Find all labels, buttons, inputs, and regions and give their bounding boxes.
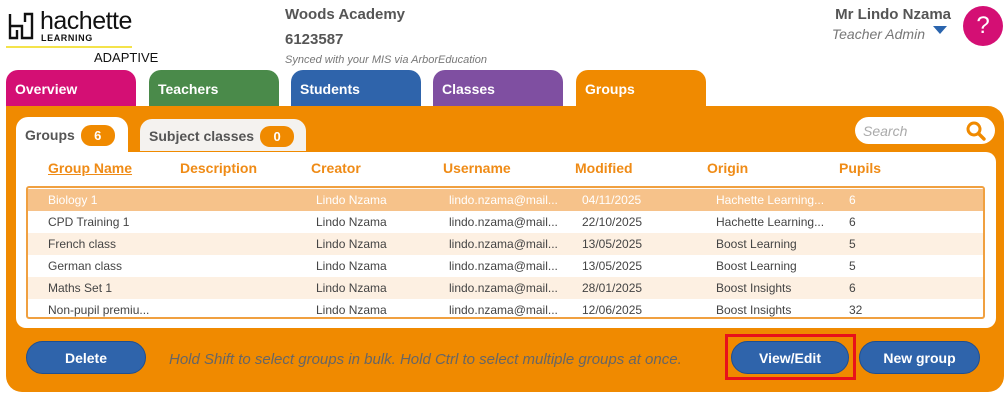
- cell-modified: 13/05/2025: [582, 237, 643, 251]
- cell-username: lindo.nzama@mail...: [449, 281, 558, 295]
- delete-button[interactable]: Delete: [26, 341, 146, 374]
- cell-creator: Lindo Nzama: [316, 193, 387, 207]
- table-row[interactable]: [28, 211, 983, 233]
- column-header-creator[interactable]: Creator: [311, 160, 361, 176]
- search-box: [855, 117, 995, 144]
- cell-origin: Boost Insights: [716, 303, 792, 317]
- cell-origin: Boost Insights: [716, 281, 792, 295]
- new-group-button[interactable]: New group: [859, 341, 980, 374]
- table-row[interactable]: [28, 189, 983, 211]
- cell-username: lindo.nzama@mail...: [449, 303, 558, 317]
- logo-divider: [6, 46, 132, 48]
- cell-pupils: 5: [849, 259, 856, 273]
- cell-username: lindo.nzama@mail...: [449, 193, 558, 207]
- cell-origin: Hachette Learning...: [716, 193, 825, 207]
- tab-groups[interactable]: Groups: [576, 70, 706, 118]
- tab-overview[interactable]: Overview: [6, 70, 136, 110]
- subtab-subject-classes[interactable]: [140, 119, 306, 151]
- tab-teachers[interactable]: Teachers: [149, 70, 279, 110]
- tab-students[interactable]: Students: [291, 70, 421, 110]
- cell-username: lindo.nzama@mail...: [449, 259, 558, 273]
- cell-pupils: 6: [849, 281, 856, 295]
- column-header-origin[interactable]: Origin: [707, 160, 749, 176]
- cell-group-name: Biology 1: [48, 193, 98, 207]
- cell-origin: Boost Learning: [716, 259, 797, 273]
- column-header-description[interactable]: Description: [180, 160, 258, 176]
- column-header-group-name[interactable]: Group Name: [48, 160, 133, 176]
- groups-count-badge: 6: [81, 125, 115, 146]
- chevron-down-icon[interactable]: [933, 26, 947, 34]
- cell-group-name: French class: [48, 237, 117, 251]
- search-icon[interactable]: [966, 121, 986, 141]
- user-menu[interactable]: [832, 6, 951, 42]
- cell-pupils: 5: [849, 237, 856, 251]
- groups-table: [26, 186, 985, 319]
- cell-pupils: 6: [849, 193, 856, 207]
- view-edit-button[interactable]: View/Edit: [731, 341, 849, 374]
- cell-creator: Lindo Nzama: [316, 259, 387, 273]
- cell-group-name: Maths Set 1: [48, 281, 113, 295]
- subtab-groups-label: Groups: [25, 127, 75, 143]
- selection-hint: Hold Shift to select groups in bulk. Hold Ctrl to select multiple groups at once.: [169, 351, 682, 368]
- cell-group-name: CPD Training 1: [48, 215, 130, 229]
- cell-creator: Lindo Nzama: [316, 215, 387, 229]
- cell-username: lindo.nzama@mail...: [449, 237, 558, 251]
- cell-username: lindo.nzama@mail...: [449, 215, 558, 229]
- cell-pupils: 32: [849, 303, 863, 317]
- help-button[interactable]: ?: [963, 6, 1003, 46]
- logo-wordmark: hachette: [40, 7, 132, 35]
- table-row[interactable]: [28, 255, 983, 277]
- school-id: 6123587: [285, 31, 344, 48]
- cell-modified: 12/06/2025: [582, 303, 643, 317]
- column-header-username[interactable]: Username: [443, 160, 511, 176]
- table-row[interactable]: [28, 277, 983, 299]
- cell-creator: Lindo Nzama: [316, 303, 387, 317]
- cell-modified: 28/01/2025: [582, 281, 643, 295]
- school-info: [285, 6, 487, 66]
- subtab-groups[interactable]: [16, 117, 128, 153]
- cell-origin: Hachette Learning...: [716, 215, 825, 229]
- hachette-logo: [6, 6, 159, 66]
- sync-note: Synced with your MIS via ArborEducation: [285, 54, 487, 66]
- user-role: Teacher Admin: [831, 26, 925, 42]
- table-row[interactable]: [28, 233, 983, 255]
- logo-subtitle: LEARNING: [41, 33, 93, 43]
- cell-modified: 04/11/2025: [582, 193, 642, 207]
- cell-pupils: 6: [849, 215, 856, 229]
- cell-group-name: Non-pupil premiu...: [48, 303, 150, 317]
- subtab-subject-classes-label: Subject classes: [149, 128, 255, 144]
- cell-group-name: German class: [48, 259, 123, 273]
- column-header-pupils[interactable]: Pupils: [839, 160, 882, 176]
- search-input[interactable]: [863, 121, 963, 140]
- table-row[interactable]: [28, 299, 983, 319]
- school-name: Woods Academy: [285, 6, 406, 23]
- cell-modified: 22/10/2025: [582, 215, 643, 229]
- subject-classes-count-badge: 0: [260, 126, 294, 147]
- column-header-modified[interactable]: Modified: [575, 160, 633, 176]
- cell-creator: Lindo Nzama: [316, 281, 387, 295]
- user-name: Mr Lindo Nzama: [835, 6, 951, 23]
- cell-creator: Lindo Nzama: [316, 237, 387, 251]
- tab-classes[interactable]: Classes: [433, 70, 563, 110]
- cell-origin: Boost Learning: [716, 237, 797, 251]
- hachette-logo-icon: [8, 12, 34, 40]
- logo-product: ADAPTIVE: [94, 50, 159, 65]
- cell-modified: 13/05/2025: [582, 259, 643, 273]
